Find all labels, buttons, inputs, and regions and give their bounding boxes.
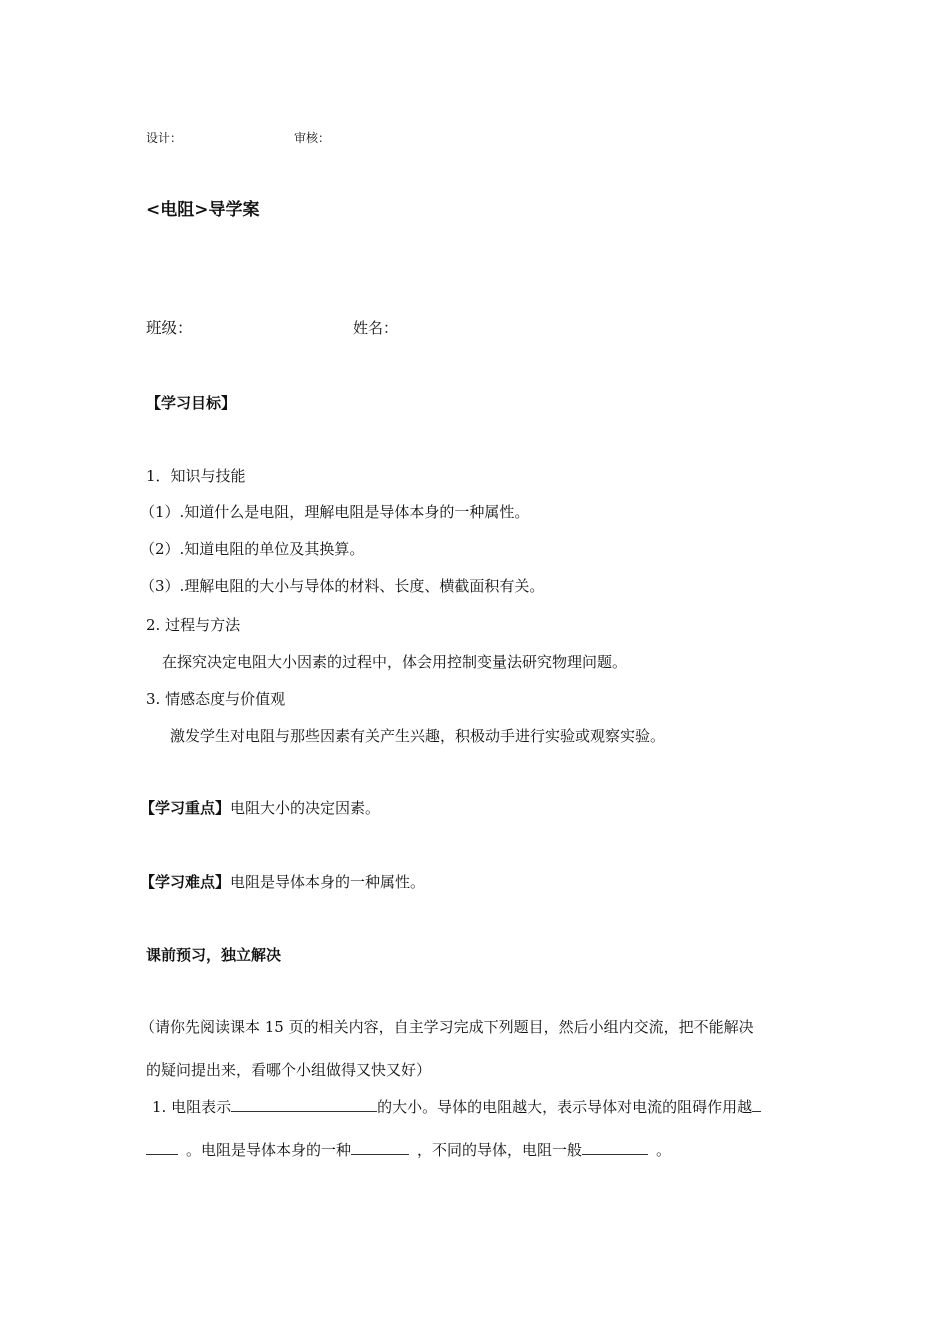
knowledge-item-3: （3）.理解电阻的大小与导体的材料、长度、横截面积有关。 [140, 577, 545, 595]
question-1-different-text: ，不同的导体，电阻一般 [417, 1141, 583, 1159]
objectives-heading: 【学习目标】 [146, 394, 237, 412]
answer-blank-3[interactable] [351, 1140, 409, 1155]
question-1-property-text: 。电阻是导体本身的一种 [186, 1141, 352, 1159]
difficult-point [140, 872, 425, 892]
knowledge-heading: 1．知识与技能 [146, 467, 246, 485]
preview-instruction-line2: 的疑问提出来，看哪个小组做得又快又好） [146, 1061, 432, 1079]
attitude-text: 激发学生对电阻与那些因素有关产生兴趣，积极动手进行实验或观察实验。 [170, 727, 666, 745]
preview-instruction-line1: （请你先阅读课本 15 页的相关内容，自主学习完成下列题目，然后小组内交流，把不能解决 [140, 1018, 754, 1036]
question-1-line2 [146, 1140, 671, 1160]
attitude-heading: 3. 情感态度与价值观 [146, 690, 286, 708]
knowledge-item-2: （2）.知道电阻的单位及其换算。 [140, 540, 365, 558]
process-heading: 2. 过程与方法 [146, 616, 241, 634]
question-1-middle: 的大小。导体的电阻越大，表示导体对电流的阻碍作用越 [377, 1098, 753, 1116]
question-1-stem: 1. 电阻表示 [152, 1098, 232, 1116]
difficult-point-label: 【学习难点】 [140, 873, 231, 891]
designer-label: 设计： [146, 131, 183, 145]
process-text: 在探究决定电阻大小因素的过程中，体会用控制变量法研究物理问题。 [162, 653, 628, 671]
answer-blank-2b[interactable] [146, 1140, 178, 1155]
question-1-end: 。 [656, 1141, 672, 1159]
question-1-line1 [152, 1097, 761, 1117]
preview-heading: 课前预习，独立解决 [146, 946, 282, 964]
answer-blank-2a[interactable] [752, 1097, 761, 1112]
class-label: 班级： [146, 319, 193, 337]
key-point-text: 电阻大小的决定因素。 [230, 799, 381, 817]
key-point [140, 798, 380, 818]
document-title: <电阻>导学案 [146, 200, 260, 220]
reviewer-label: 审核： [294, 131, 331, 145]
difficult-point-text: 电阻是导体本身的一种属性。 [230, 873, 426, 891]
name-label: 姓名： [353, 319, 399, 337]
answer-blank-1[interactable] [231, 1097, 377, 1112]
answer-blank-4[interactable] [582, 1140, 648, 1155]
knowledge-item-1: （1）.知道什么是电阻，理解电阻是导体本身的一种属性。 [140, 503, 530, 521]
key-point-label: 【学习重点】 [140, 799, 231, 817]
